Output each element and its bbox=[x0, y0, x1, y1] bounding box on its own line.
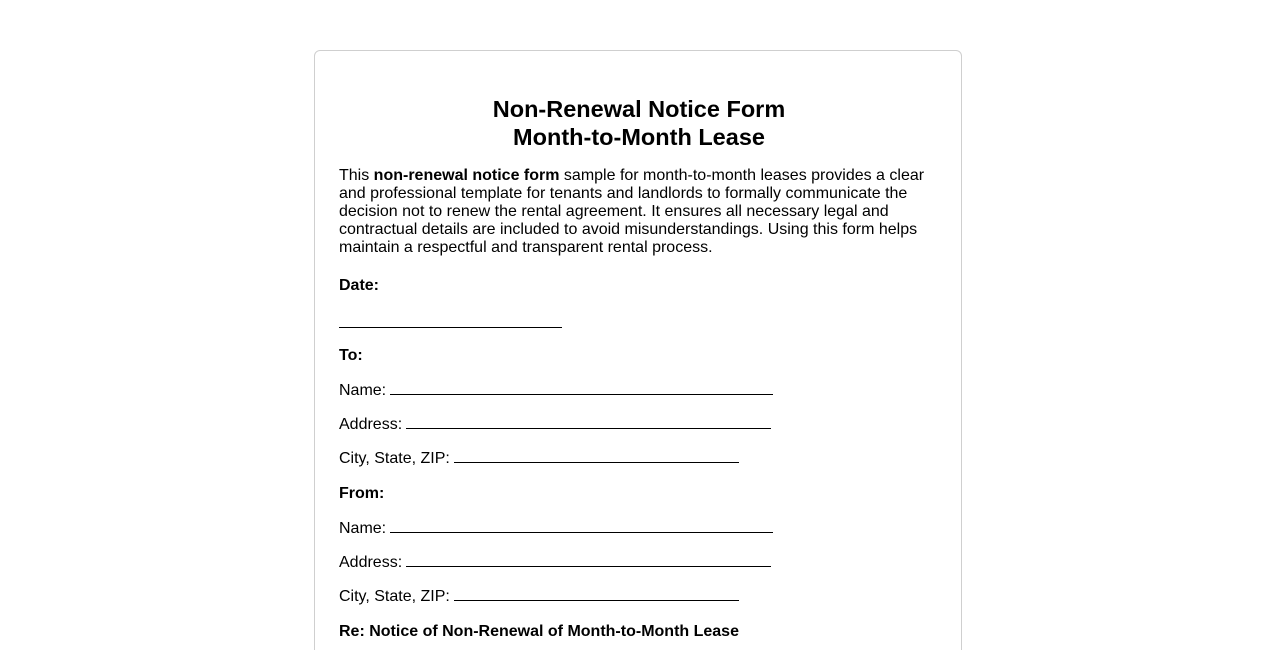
intro-rest: sample for month-to-month leases provides a clear and professional template for tenants and landlords to formally communicate the decision not to renew the rental agreement. It ensures all necessary legal and contractual details are included to avoid misunderstandings. Using this form helps maintain a respectful and transparent rental process. bbox=[339, 167, 925, 256]
from-address-label: Address: bbox=[339, 554, 403, 571]
form-card bbox=[314, 50, 962, 650]
intro-paragraph bbox=[339, 167, 929, 257]
from-address-field-line[interactable] bbox=[406, 553, 771, 567]
to-name-label: Name: bbox=[339, 382, 387, 399]
to-city-label: City, State, ZIP: bbox=[339, 450, 450, 467]
intro-bold-term: non-renewal notice form bbox=[373, 167, 560, 184]
title-line-1: Non-Renewal Notice Form bbox=[492, 96, 786, 122]
from-label: From: bbox=[339, 485, 385, 502]
form-content bbox=[339, 95, 939, 257]
from-address-row bbox=[339, 553, 771, 572]
from-name-label: Name: bbox=[339, 520, 387, 537]
to-label: To: bbox=[339, 347, 363, 364]
from-city-field-line[interactable] bbox=[454, 587, 739, 601]
to-address-row bbox=[339, 415, 771, 434]
to-name-row bbox=[339, 381, 773, 400]
from-city-label: City, State, ZIP: bbox=[339, 588, 450, 605]
from-city-row bbox=[339, 587, 739, 606]
from-name-row bbox=[339, 519, 773, 538]
to-name-field-line[interactable] bbox=[390, 381, 773, 395]
re-subject-label: Re: Notice of Non-Renewal of Month-to-Month Lease bbox=[339, 623, 739, 640]
date-field-line[interactable] bbox=[339, 327, 562, 328]
to-address-label: Address: bbox=[339, 416, 403, 433]
form-title bbox=[339, 95, 939, 151]
from-name-field-line[interactable] bbox=[390, 519, 773, 533]
to-city-row bbox=[339, 449, 739, 468]
intro-prefix: This bbox=[339, 167, 374, 184]
title-line-2: Month-to-Month Lease bbox=[513, 124, 765, 150]
date-label: Date: bbox=[339, 277, 380, 294]
to-address-field-line[interactable] bbox=[406, 415, 771, 429]
to-city-field-line[interactable] bbox=[454, 449, 739, 463]
